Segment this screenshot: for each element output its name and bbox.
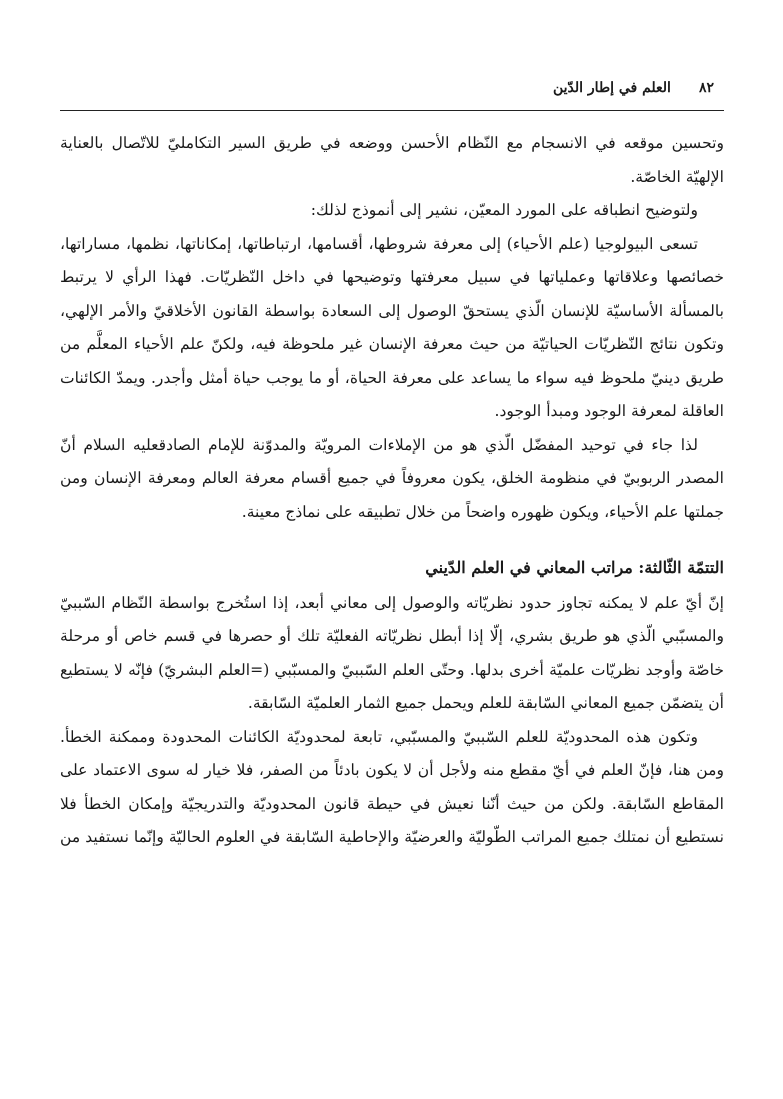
paragraph: إنّ أيّ علم لا يمكنه تجاوز حدود نظريّاته والوصول إلى معاني أبعد، إذا استُخرج بواسطة النّظام السّببيّ والمسبّبي الّذي هو طريق بشري، إلّا إذا أبطل نظريّاته الفعليّة تلك أو حصرها في قسم خاص أو مرحلة خاصّة وأوجد نظريّات علميّة أخرى بدلها. وحتّى العلم السّببيّ والمسبّبي (=العلم البشريّ) فإنّه لا يستطيع أن يتضمّن جميع المعاني السّابقة للعلم ويحمل جميع الثمار العلميّة السّابقة.: [60, 593, 724, 712]
running-title: العلم في إطار الدّين: [552, 80, 671, 96]
section-heading: التتمّة الثّالثة: مراتب المعاني في العلم الدّيني: [425, 558, 724, 577]
running-header: [60, 80, 724, 111]
paragraph: ولتوضيح انطباقه على المورد المعيّن، نشير إلى أنموذج لذلك:: [310, 201, 698, 219]
paragraph: وتحسين موقعه في الانسجام مع النّظام الأحسن ووضعه في طريق السير التكامليّ للاتّصال بالعناية الإلهيّة الخاصّة.: [60, 134, 724, 186]
paragraph: وتكون هذه المحدوديّة للعلم السّببيّ والمسبّبي، تابعة لمحدوديّة الكائنات المحدودة وممكنة الخطأ. ومن هنا، فإنّ العلم في أيّ مقطع منه ولأجل أن لا يكون بادئاً من الصفر، فلا خيار له سوى الاعتماد على المقاطع السّابقة. ولكن من حيث أنّنا نعيش في حيطة قانون المحدوديّة والتدريجيّة وإمكان الخطأ فلا نستطيع أن نمتلك جميع المراتب الطّوليّة والعرضيّة والإحاطية السّابقة في العلوم الحاليّة وإنّما نستفيد من: [60, 727, 724, 846]
page-number: ٨٢: [698, 80, 714, 96]
body-text: [60, 127, 724, 855]
paragraph: لذا جاء في توحيد المفضّل الّذي هو من الإملاءات المرويّة والمدوّنة للإمام الصادقعليه السلام أنّ المصدر الربوبيّ في منظومة الخلق، يكون معروفاً في جميع أقسام معرفة العالم ومعرفة الإنسان ومن جملتها علم الأحياء، ويكون ظهوره واضحاً من خلال تطبيقه على نماذج معينة.: [60, 435, 724, 521]
book-page: [60, 80, 724, 855]
paragraph: تسعى البيولوجيا (علم الأحياء) إلى معرفة شروطها، أقسامها، ارتباطاتها، إمكاناتها، نظمها، مساراتها، خصائصها وعلاقاتها وعملياتها في سبيل معرفتها وتوضيحها في داخل النّظريّات. فهذا الرأي لا يرتبط بالمسألة الأساسيّة للإنسان الّذي يستحقّ الوصول إلى السعادة بواسطة القانون الأخلاقيّ والأمر الإلهي، وتكون نتائج النّظريّات الحياتيّة من حيث معرفة الإنسان غير ملحوظة فيه، ولكنّ علم الأحياء المعلَّم من طريق دينيّ ملحوظ فيه سواء ما يساعد على معرفة الحياة، أو ما يوجب حياة أمثل وأجدر. ويمدّ الكائنات العاقلة لمعرفة الوجود ومبدأ الوجود.: [60, 234, 724, 420]
